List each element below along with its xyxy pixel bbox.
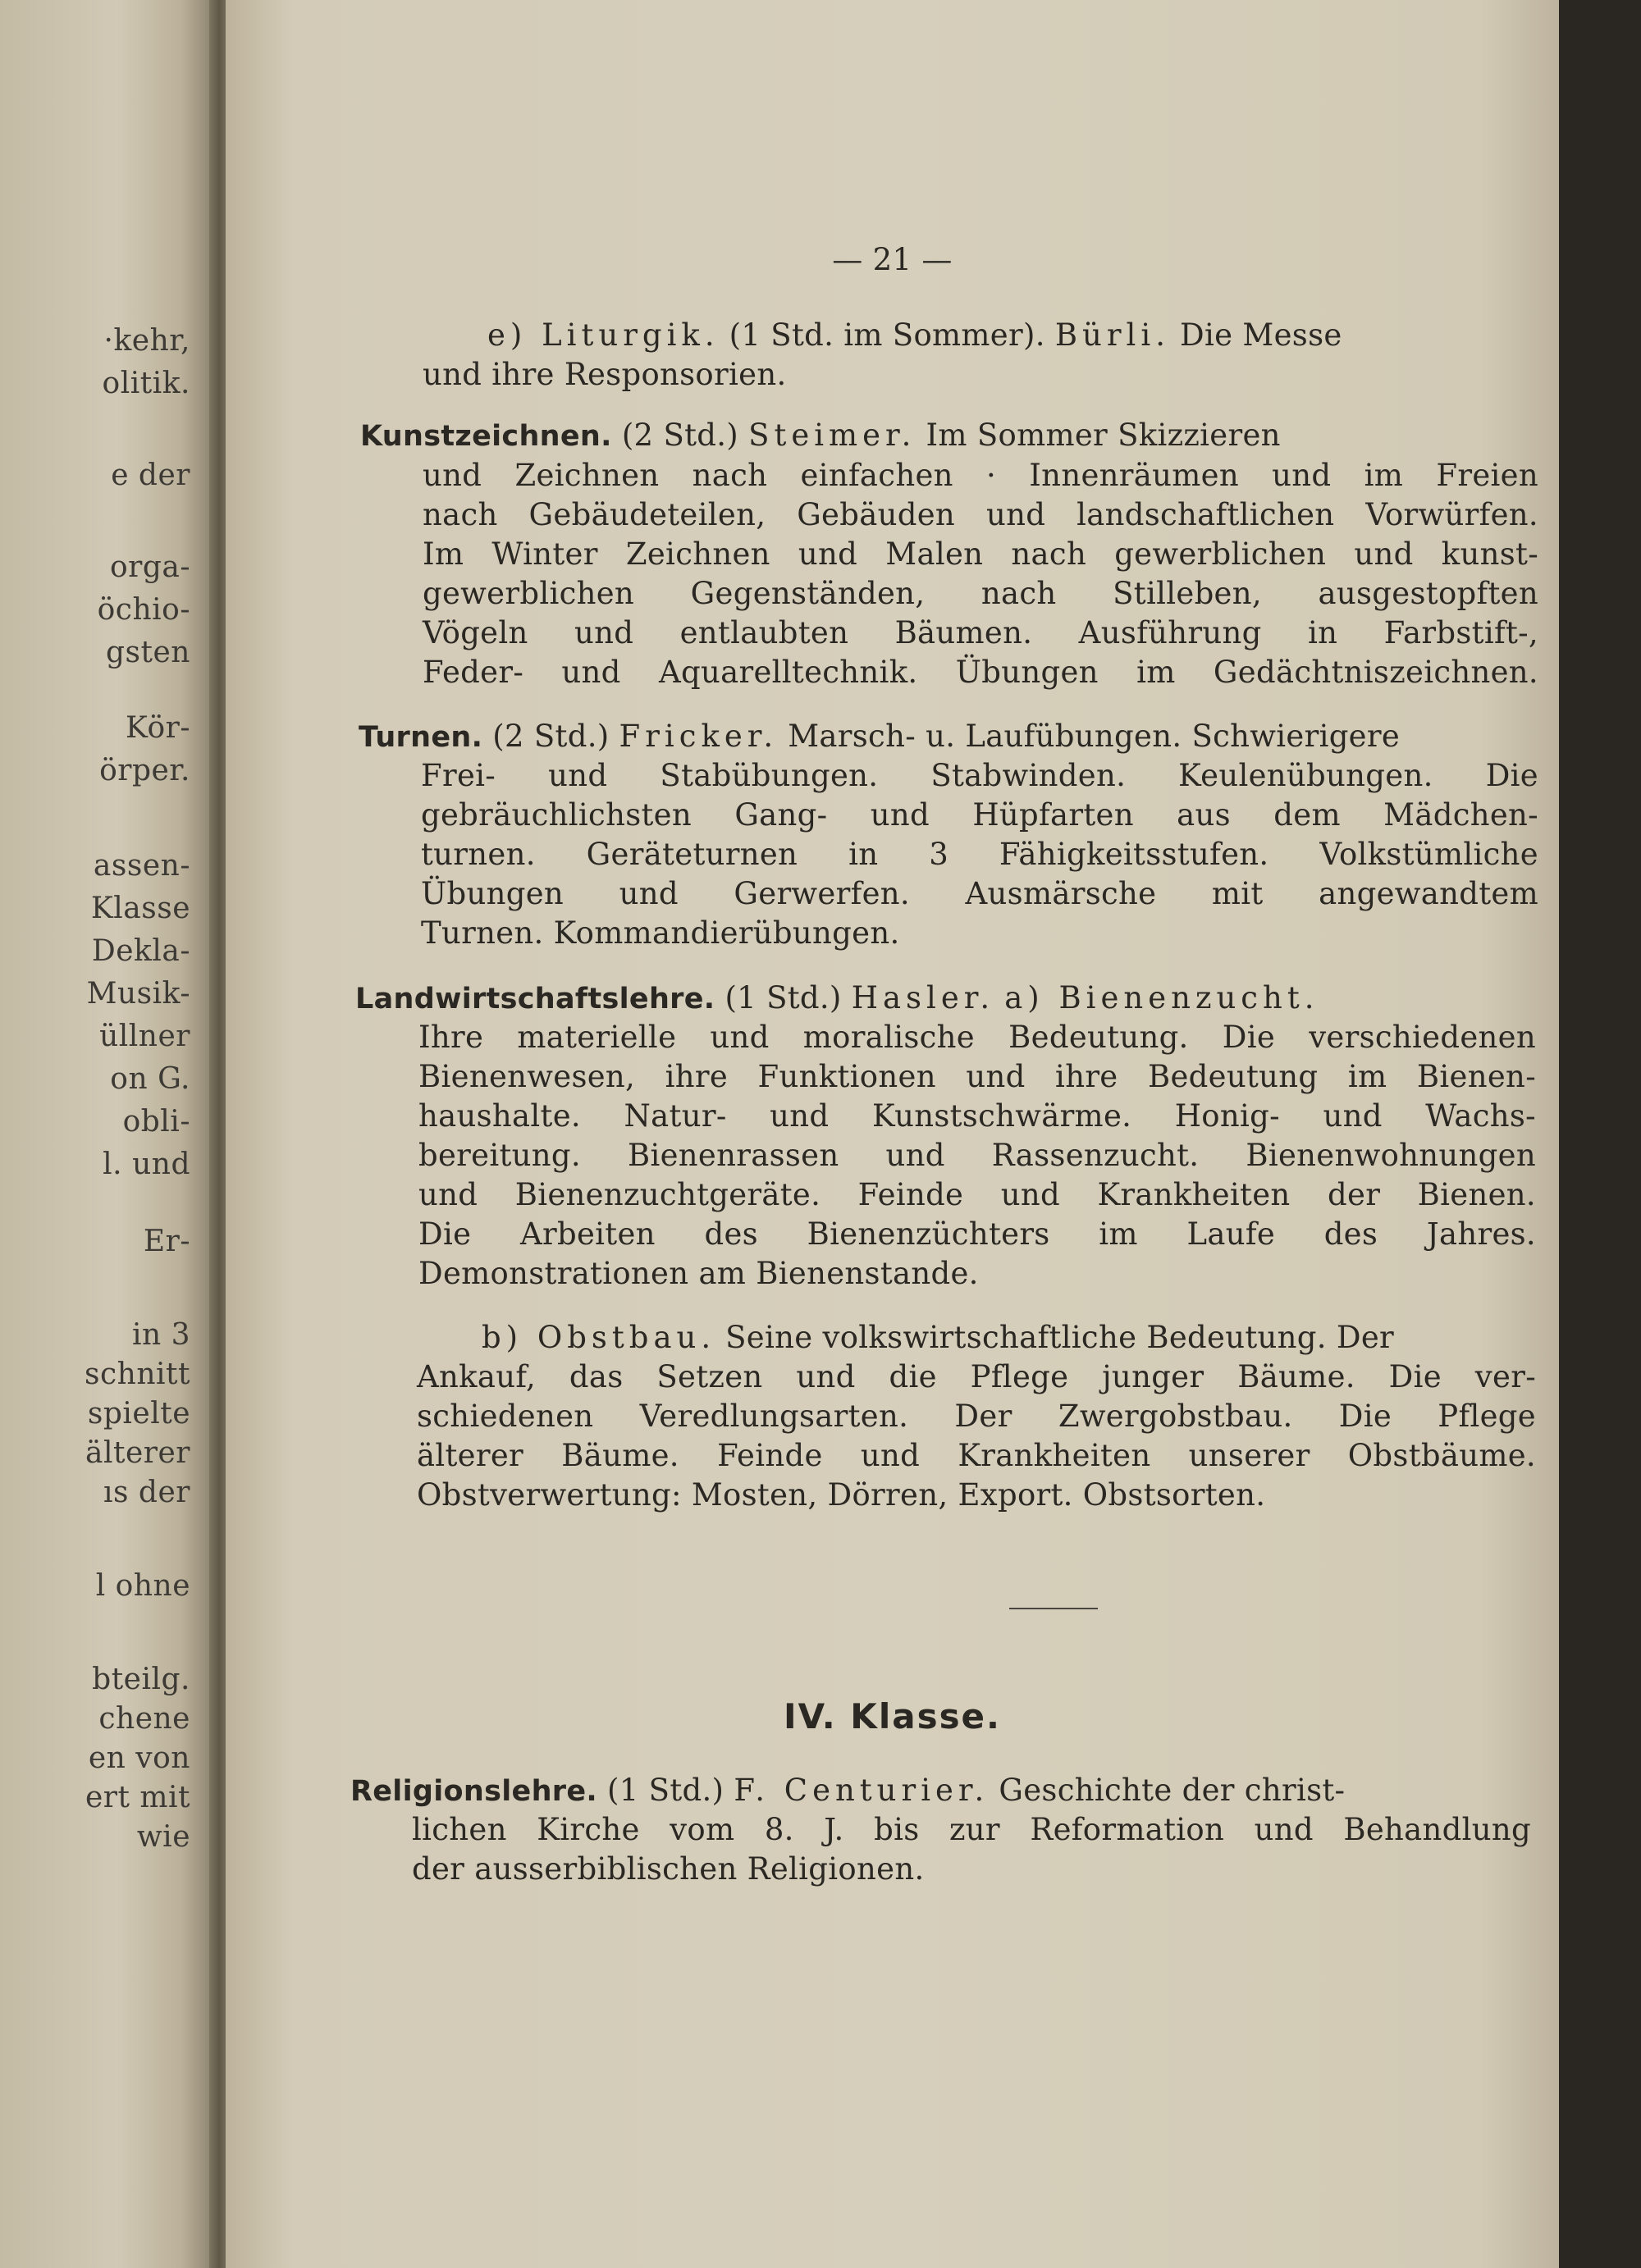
facing-line: öchio- xyxy=(97,593,190,627)
facing-page xyxy=(0,0,213,2268)
obstbau-line: älterer Bäume. Feinde und Krankheiten unserer Obstbäume. xyxy=(417,1438,1536,1473)
liturgik-text: Die Messe xyxy=(1180,317,1342,353)
facing-line: üllner xyxy=(99,1020,190,1053)
page-number: — 21 — xyxy=(832,242,953,277)
landwirtschaftslehre-teacher: Hasler. xyxy=(851,980,995,1015)
kunstzeichnen-line: nach Gebäudeteilen, Gebäuden und landschaftlichen Vorwürfen. xyxy=(423,497,1538,532)
bienenzucht-line: Ihre materielle und moralische Bedeutung. Die verschiedenen xyxy=(418,1020,1536,1055)
obstbau-line: schiedenen Veredlungsarten. Der Zwergobstbau. Die Pflege xyxy=(417,1399,1536,1434)
obstbau-line: Obstverwertung: Mosten, Dörren, Export. Obstsorten. xyxy=(417,1477,1266,1513)
turnen-heading: Turnen. xyxy=(359,721,483,754)
religionslehre-line: der ausserbiblischen Religionen. xyxy=(412,1851,925,1887)
turnen-text: Marsch- u. Laufübungen. Schwierigere xyxy=(788,719,1401,754)
facing-line: e der xyxy=(111,459,190,492)
turnen-line: Übungen und Gerwerfen. Ausmärsche mit angewandtem xyxy=(421,876,1538,911)
kunstzeichnen-line: und Zeichnen nach einfachen · Innenräumen und im Freien xyxy=(423,458,1538,493)
liturgik-label: e) Liturgik. xyxy=(487,317,720,353)
facing-line: in 3 xyxy=(131,1318,190,1352)
obstbau-line: Ankauf, das Setzen und die Pflege junger Bäume. Die ver- xyxy=(417,1359,1536,1394)
religionslehre-hours: (1 Std.) xyxy=(607,1773,725,1808)
bienenzucht-line: Die Arbeiten des Bienenzüchters im Laufe des Jahres. xyxy=(418,1216,1536,1252)
liturgik-hours: (1 Std. im Sommer). xyxy=(729,317,1045,353)
religionslehre-line-1 xyxy=(350,1775,1345,1806)
religionslehre-text: Geschichte der christ- xyxy=(999,1773,1346,1808)
kunstzeichnen-line: Feder- und Aquarelltechnik. Übungen im Gedächtniszeichnen. xyxy=(423,655,1538,690)
facing-line: ıs der xyxy=(103,1476,190,1509)
facing-line: l ohne xyxy=(95,1569,190,1603)
landwirtschaftslehre-line-1 xyxy=(355,980,1319,1015)
facing-line: on G. xyxy=(110,1062,190,1096)
liturgik-teacher: Bürli. xyxy=(1054,317,1170,353)
facing-line: bteilg. xyxy=(92,1663,190,1696)
religionslehre-line: lichen Kirche vom 8. J. bis zur Reformation und Behandlung xyxy=(412,1812,1531,1847)
facing-line: Kör- xyxy=(126,711,190,745)
page xyxy=(226,0,1559,2268)
kunstzeichnen-hours: (2 Std.) xyxy=(621,418,739,453)
facing-line: Er- xyxy=(143,1225,190,1258)
obstbau-line-1 xyxy=(482,1322,1394,1353)
religionslehre-teacher: F. Centurier. xyxy=(734,1773,990,1808)
obstbau-text: Seine volkswirtschaftliche Bedeutung. Der xyxy=(725,1320,1395,1355)
facing-line: assen- xyxy=(93,849,190,883)
obstbau-label: b) Obstbau. xyxy=(482,1320,716,1355)
facing-line: en von xyxy=(88,1741,190,1775)
bienenzucht-label: a) Bienenzucht. xyxy=(1004,980,1319,1015)
bienenzucht-line: haushalte. Natur- und Kunstschwärme. Honig- und Wachs- xyxy=(418,1098,1536,1134)
facing-line: obli- xyxy=(122,1105,190,1139)
kunstzeichnen-text: Im Sommer Skizzieren xyxy=(926,418,1281,453)
facing-line: älterer xyxy=(85,1436,190,1470)
background-edge xyxy=(1559,0,1641,2268)
kunstzeichnen-heading: Kunstzeichnen. xyxy=(360,420,612,453)
liturgik-line-1 xyxy=(487,317,1342,353)
bienenzucht-line: und Bienenzuchtgeräte. Feinde und Krankheiten der Bienen. xyxy=(418,1177,1536,1212)
turnen-line: turnen. Geräteturnen in 3 Fähigkeitsstufen. Volkstümliche xyxy=(421,837,1538,872)
kunstzeichnen-line: Vögeln und entlaubten Bäumen. Ausführung in Farbstift-, xyxy=(423,615,1538,650)
section-divider xyxy=(1009,1608,1098,1609)
kunstzeichnen-teacher: Steimer. xyxy=(748,418,916,453)
facing-line: chene xyxy=(98,1702,190,1736)
landwirtschaftslehre-hours: (1 Std.) xyxy=(725,980,842,1015)
facing-line: spielte xyxy=(87,1397,190,1431)
facing-line: Klasse xyxy=(90,892,190,925)
facing-line: schnitt xyxy=(85,1358,190,1391)
turnen-line: gebräuchlichsten Gang- und Hüpfarten aus dem Mädchen- xyxy=(421,797,1538,833)
facing-line: wie xyxy=(136,1820,190,1854)
facing-line: ert mit xyxy=(85,1781,190,1814)
religionslehre-heading: Religionslehre. xyxy=(350,1775,597,1808)
turnen-teacher: Fricker. xyxy=(619,719,779,754)
turnen-line-1 xyxy=(359,721,1400,752)
liturgik-line-2: und ihre Responsorien. xyxy=(423,357,787,392)
facing-line: Musik- xyxy=(86,977,190,1011)
facing-line: orga- xyxy=(109,550,190,584)
section-title: IV. Klasse. xyxy=(783,1696,1002,1736)
bienenzucht-line: Bienenwesen, ihre Funktionen und ihre Bedeutung im Bienen- xyxy=(418,1059,1536,1094)
kunstzeichnen-line-1 xyxy=(360,420,1281,451)
facing-line: ·kehr, xyxy=(103,324,190,358)
facing-line: olitik. xyxy=(102,367,190,400)
facing-line: gsten xyxy=(106,636,190,669)
bienenzucht-line: bereitung. Bienenrassen und Rassenzucht. Bienenwohnungen xyxy=(418,1138,1536,1173)
facing-line: örper. xyxy=(99,754,190,787)
landwirtschaftslehre-heading: Landwirtschaftslehre. xyxy=(355,983,715,1015)
bienenzucht-line: Demonstrationen am Bienenstande. xyxy=(418,1256,979,1291)
facing-line: Dekla- xyxy=(91,934,190,968)
kunstzeichnen-line: gewerblichen Gegenständen, nach Stilleben, ausgestopften xyxy=(423,576,1538,611)
kunstzeichnen-line: Im Winter Zeichnen und Malen nach gewerblichen und kunst- xyxy=(423,536,1538,572)
turnen-line: Frei- und Stabübungen. Stabwinden. Keulenübungen. Die xyxy=(421,758,1538,793)
facing-line: l. und xyxy=(103,1148,190,1181)
turnen-hours: (2 Std.) xyxy=(492,719,610,754)
turnen-line: Turnen. Kommandierübungen. xyxy=(421,915,900,951)
